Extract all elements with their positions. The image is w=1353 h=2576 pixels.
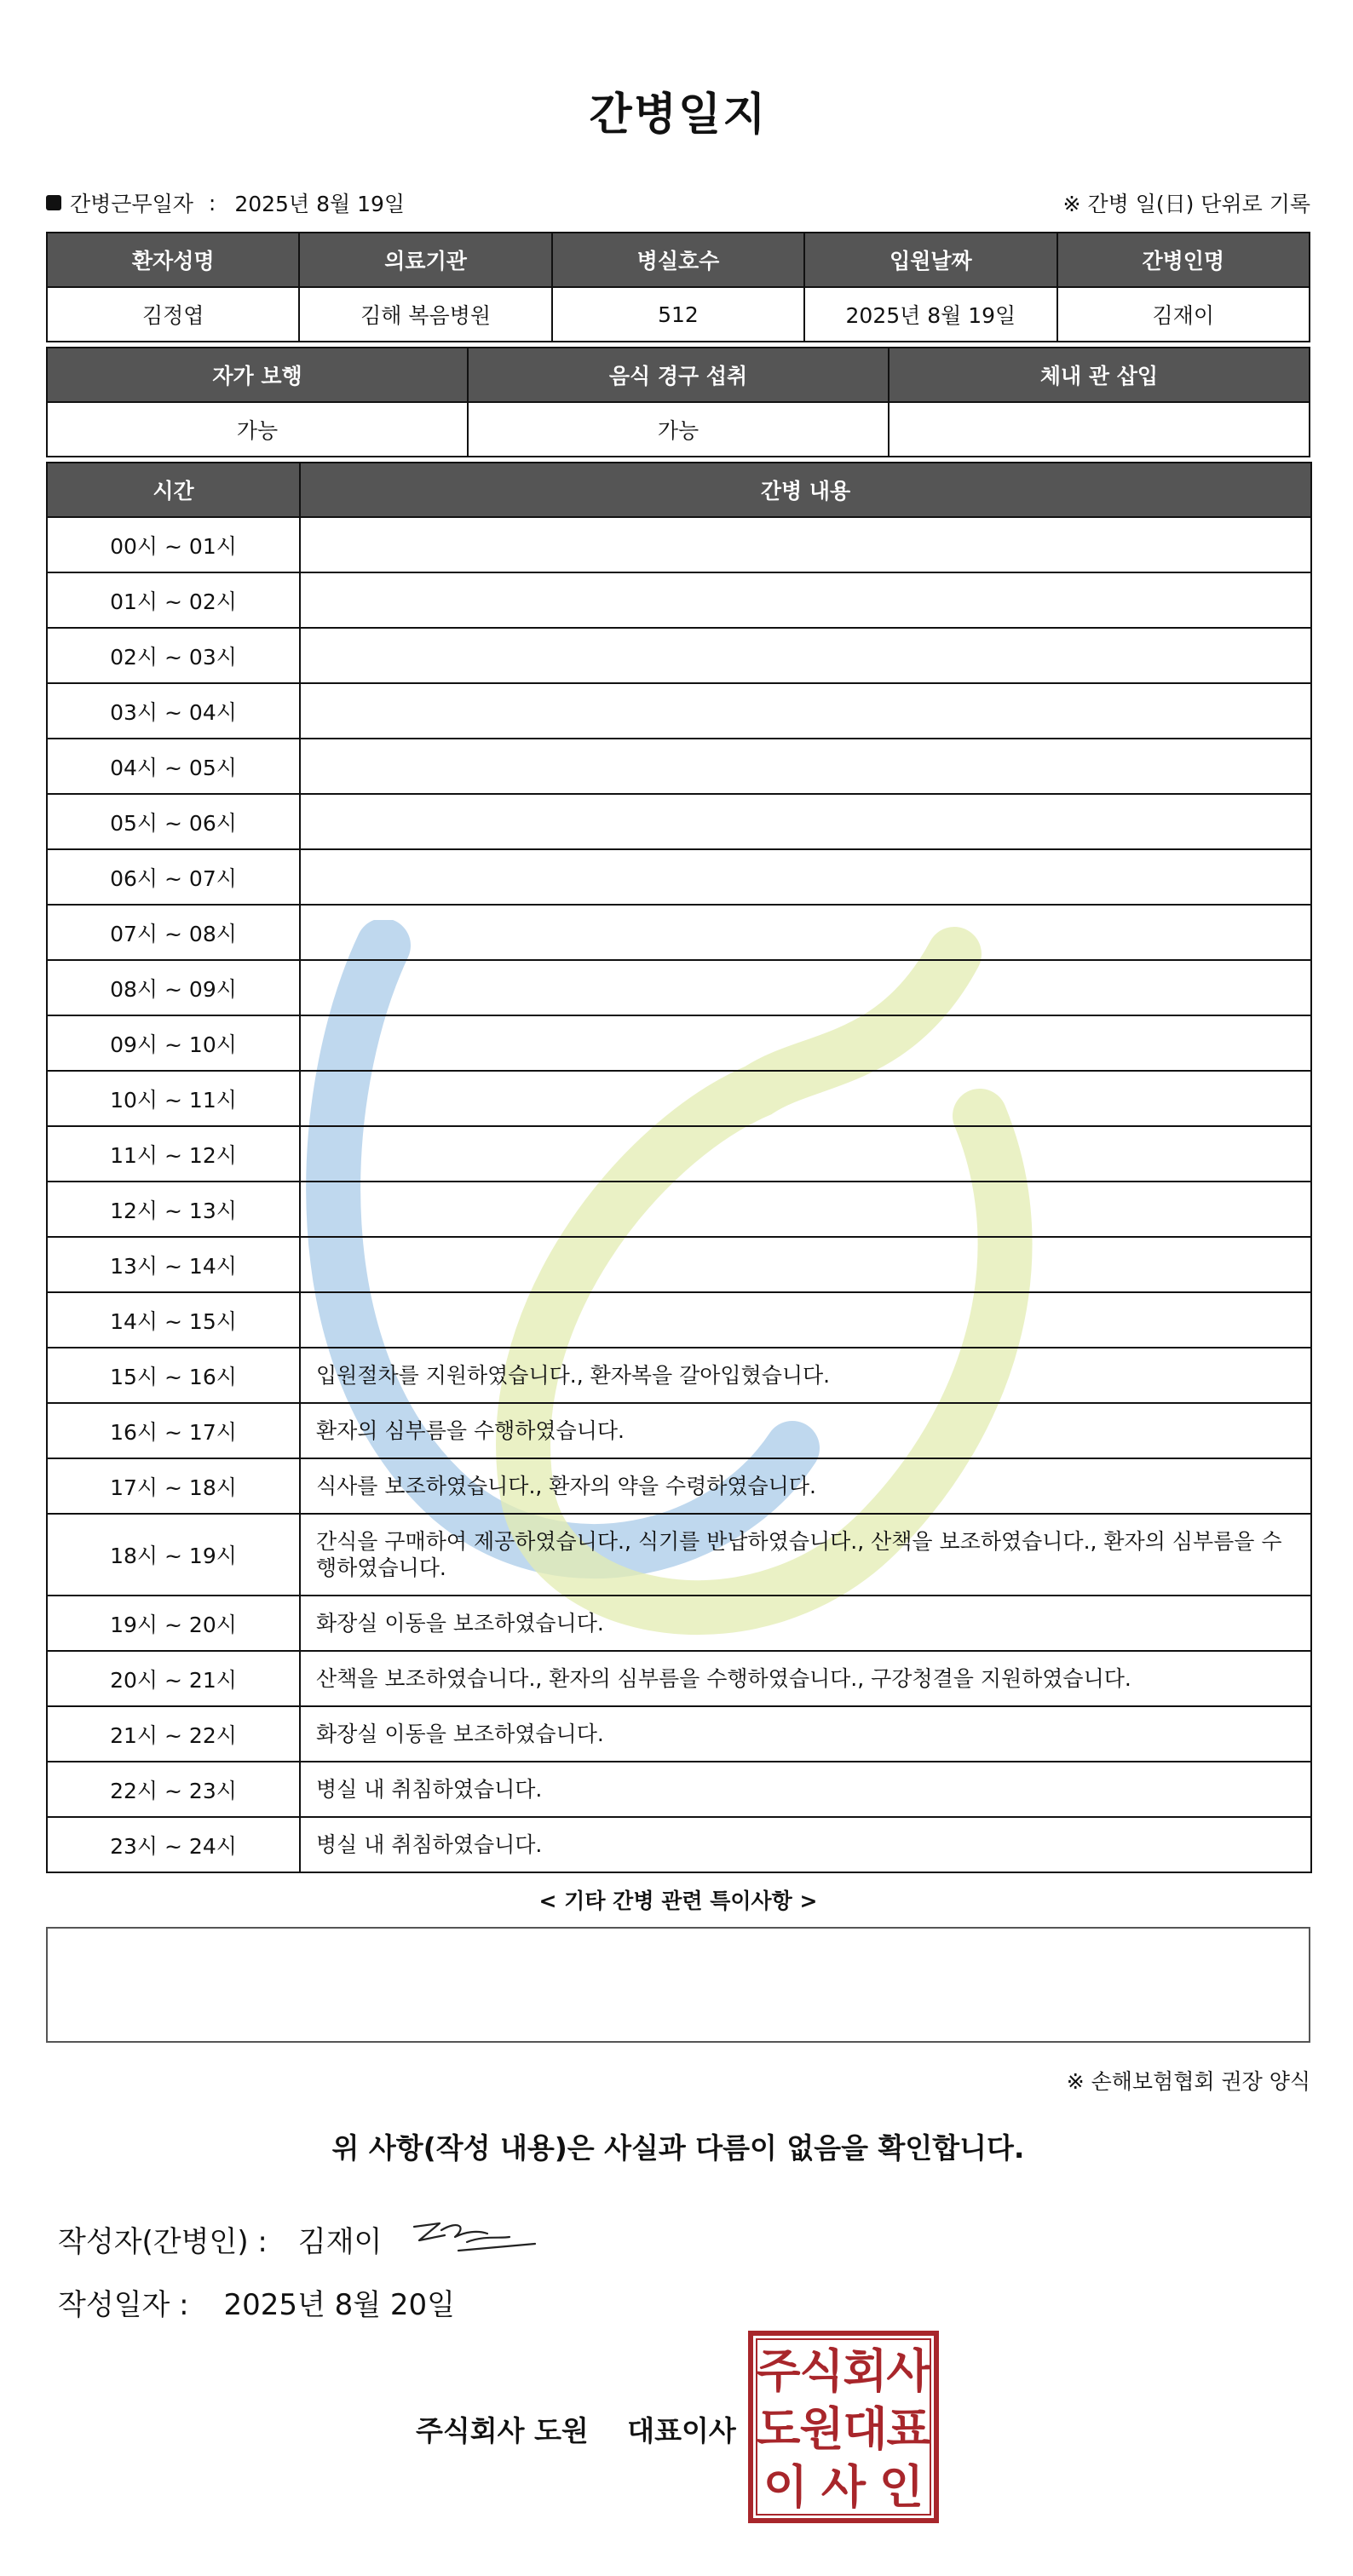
seal-glyph: 식 — [799, 2344, 844, 2398]
log-time: 22시 ~ 23시 — [47, 1762, 300, 1817]
seal-glyph: 사 — [886, 2344, 931, 2398]
page-title: 간병일지 — [589, 89, 768, 141]
table-row — [47, 1182, 1311, 1237]
seal-glyph: 대 — [843, 2402, 888, 2456]
table-row — [47, 1292, 1311, 1348]
log-content — [300, 1071, 1311, 1126]
table-row — [47, 1596, 1311, 1651]
company-line — [416, 2409, 736, 2449]
log-time: 01시 ~ 02시 — [47, 572, 300, 628]
log-content — [300, 1292, 1311, 1348]
header-oral-intake: 음식 경구 섭취 — [468, 348, 889, 402]
log-header-row — [47, 463, 1311, 517]
table-row — [47, 1015, 1311, 1071]
seal-glyph: 인 — [878, 2460, 924, 2514]
log-time: 10시 ~ 11시 — [47, 1071, 300, 1126]
oral-intake-value: 가능 — [468, 402, 889, 457]
seal-glyph: 도 — [756, 2402, 801, 2456]
seal-glyph: 회 — [843, 2344, 888, 2398]
seal-glyph: 이 — [763, 2460, 809, 2514]
log-time: 03시 ~ 04시 — [47, 683, 300, 739]
written-date-line — [58, 2281, 455, 2323]
company-name: 주식회사 도원 — [416, 2414, 589, 2447]
work-date-colon: : — [208, 190, 216, 216]
caregiver-name: 김재이 — [1057, 287, 1310, 342]
table-row — [47, 628, 1311, 683]
log-content — [300, 628, 1311, 683]
seal-glyph: 사 — [820, 2460, 866, 2514]
log-content: 병실 내 취침하였습니다. — [300, 1762, 1311, 1817]
log-content — [300, 1237, 1311, 1292]
log-time: 00시 ~ 01시 — [47, 517, 300, 572]
table-row — [47, 572, 1311, 628]
log-content — [300, 517, 1311, 572]
writer-line — [58, 2213, 544, 2264]
tube-insertion-value — [889, 402, 1310, 457]
written-date-value: 2025년 8월 20일 — [223, 2288, 456, 2322]
header-tube-insertion: 체내 관 삽입 — [889, 348, 1310, 402]
seal-glyph: 표 — [886, 2402, 931, 2456]
header-room-number: 병실호수 — [552, 233, 804, 287]
header-time: 시간 — [47, 463, 300, 517]
writer-label: 작성자(간병인) : — [58, 2224, 268, 2259]
table-row — [47, 1403, 1311, 1458]
room-number: 512 — [552, 287, 804, 342]
table-row — [47, 1651, 1311, 1706]
seal-glyph: 원 — [799, 2402, 844, 2456]
log-content: 병실 내 취침하였습니다. — [300, 1817, 1311, 1872]
log-content — [300, 1015, 1311, 1071]
table-row — [47, 905, 1311, 960]
log-time: 09시 ~ 10시 — [47, 1015, 300, 1071]
work-date-value: 2025년 8월 19일 — [234, 192, 406, 216]
header-hospital: 의료기관 — [299, 233, 551, 287]
log-content: 화장실 이동을 보조하였습니다. — [300, 1596, 1311, 1651]
log-time: 14시 ~ 15시 — [47, 1292, 300, 1348]
log-time: 04시 ~ 05시 — [47, 739, 300, 794]
table-row — [47, 683, 1311, 739]
meta-row — [46, 187, 1310, 221]
log-content: 환자의 심부름을 수행하였습니다. — [300, 1403, 1311, 1458]
confirmation-statement: 위 사항(작성 내용)은 사실과 다름이 없음을 확인합니다. — [331, 2131, 1025, 2165]
table-row — [47, 960, 1311, 1015]
status-value-row — [47, 402, 1310, 457]
log-content — [300, 849, 1311, 905]
header-care-content: 간병 내용 — [300, 463, 1311, 517]
record-note: ※ 간병 일(日) 단위로 기록 — [1062, 192, 1310, 216]
table-row — [47, 1237, 1311, 1292]
admission-date: 2025년 8월 19일 — [804, 287, 1056, 342]
log-content: 산책을 보조하였습니다., 환자의 심부름을 수행하였습니다., 구강청결을 지원하였습니다. — [300, 1651, 1311, 1706]
log-time: 16시 ~ 17시 — [47, 1403, 300, 1458]
log-content — [300, 1126, 1311, 1182]
header-caregiver-name: 간병인명 — [1057, 233, 1310, 287]
table-row — [47, 1071, 1311, 1126]
patient-status-table — [46, 347, 1310, 457]
company-title: 대표이사 — [627, 2414, 736, 2447]
table-row — [47, 1762, 1311, 1817]
company-seal-icon — [748, 2331, 939, 2523]
log-time: 15시 ~ 16시 — [47, 1348, 300, 1403]
form-note: ※ 손해보험협회 권장 양식 — [1066, 2069, 1310, 2094]
self-walking-value: 가능 — [47, 402, 468, 457]
patient-name: 김정엽 — [47, 287, 299, 342]
log-content — [300, 794, 1311, 849]
log-time: 18시 ~ 19시 — [47, 1514, 300, 1596]
log-time: 13시 ~ 14시 — [47, 1237, 300, 1292]
patient-info-table — [46, 232, 1310, 342]
table-row — [47, 1126, 1311, 1182]
log-content — [300, 683, 1311, 739]
log-content: 식사를 보조하였습니다., 환자의 약을 수령하였습니다. — [300, 1458, 1311, 1514]
signature-icon — [407, 2213, 544, 2264]
log-time: 07시 ~ 08시 — [47, 905, 300, 960]
log-content — [300, 739, 1311, 794]
table-row — [47, 1706, 1311, 1762]
log-time: 05시 ~ 06시 — [47, 794, 300, 849]
log-time: 02시 ~ 03시 — [47, 628, 300, 683]
table-row — [47, 1348, 1311, 1403]
table-row — [47, 794, 1311, 849]
written-date-label: 작성일자 : — [58, 2288, 189, 2322]
log-time: 12시 ~ 13시 — [47, 1182, 300, 1237]
log-time: 17시 ~ 18시 — [47, 1458, 300, 1514]
log-time: 08시 ~ 09시 — [47, 960, 300, 1015]
table-row — [47, 1817, 1311, 1872]
notes-box — [46, 1927, 1310, 2043]
notes-title: < 기타 간병 관련 특이사항 > — [538, 1889, 818, 1913]
log-content — [300, 1182, 1311, 1237]
patient-header-row — [47, 233, 1310, 287]
writer-name: 김재이 — [297, 2224, 383, 2259]
log-time: 20시 ~ 21시 — [47, 1651, 300, 1706]
status-header-row — [47, 348, 1310, 402]
table-row — [47, 1458, 1311, 1514]
log-time: 23시 ~ 24시 — [47, 1817, 300, 1872]
table-row — [47, 739, 1311, 794]
log-time: 21시 ~ 22시 — [47, 1706, 300, 1762]
log-content — [300, 960, 1311, 1015]
patient-value-row — [47, 287, 1310, 342]
table-row — [47, 849, 1311, 905]
header-patient-name: 환자성명 — [47, 233, 299, 287]
log-content: 입원절차를 지원하였습니다., 환자복을 갈아입혔습니다. — [300, 1348, 1311, 1403]
work-date-label: 간병근무일자 — [70, 192, 193, 216]
header-admission-date: 입원날짜 — [804, 233, 1056, 287]
seal-glyph: 주 — [756, 2344, 801, 2398]
log-time: 06시 ~ 07시 — [47, 849, 300, 905]
log-content — [300, 905, 1311, 960]
work-date-group — [46, 187, 405, 218]
log-time: 11시 ~ 12시 — [47, 1126, 300, 1182]
table-row — [47, 1514, 1311, 1596]
log-time: 19시 ~ 20시 — [47, 1596, 300, 1651]
square-bullet-icon — [46, 195, 61, 210]
log-content — [300, 572, 1311, 628]
log-content: 화장실 이동을 보조하였습니다. — [300, 1706, 1311, 1762]
care-log-table — [46, 462, 1312, 1873]
hospital-name: 김해 복음병원 — [299, 287, 551, 342]
log-content: 간식을 구매하여 제공하였습니다., 식기를 반납하였습니다., 산책을 보조하였습니다., 환자의 심부름을 수행하였습니다. — [300, 1514, 1311, 1596]
table-row — [47, 517, 1311, 572]
header-self-walking: 자가 보행 — [47, 348, 468, 402]
